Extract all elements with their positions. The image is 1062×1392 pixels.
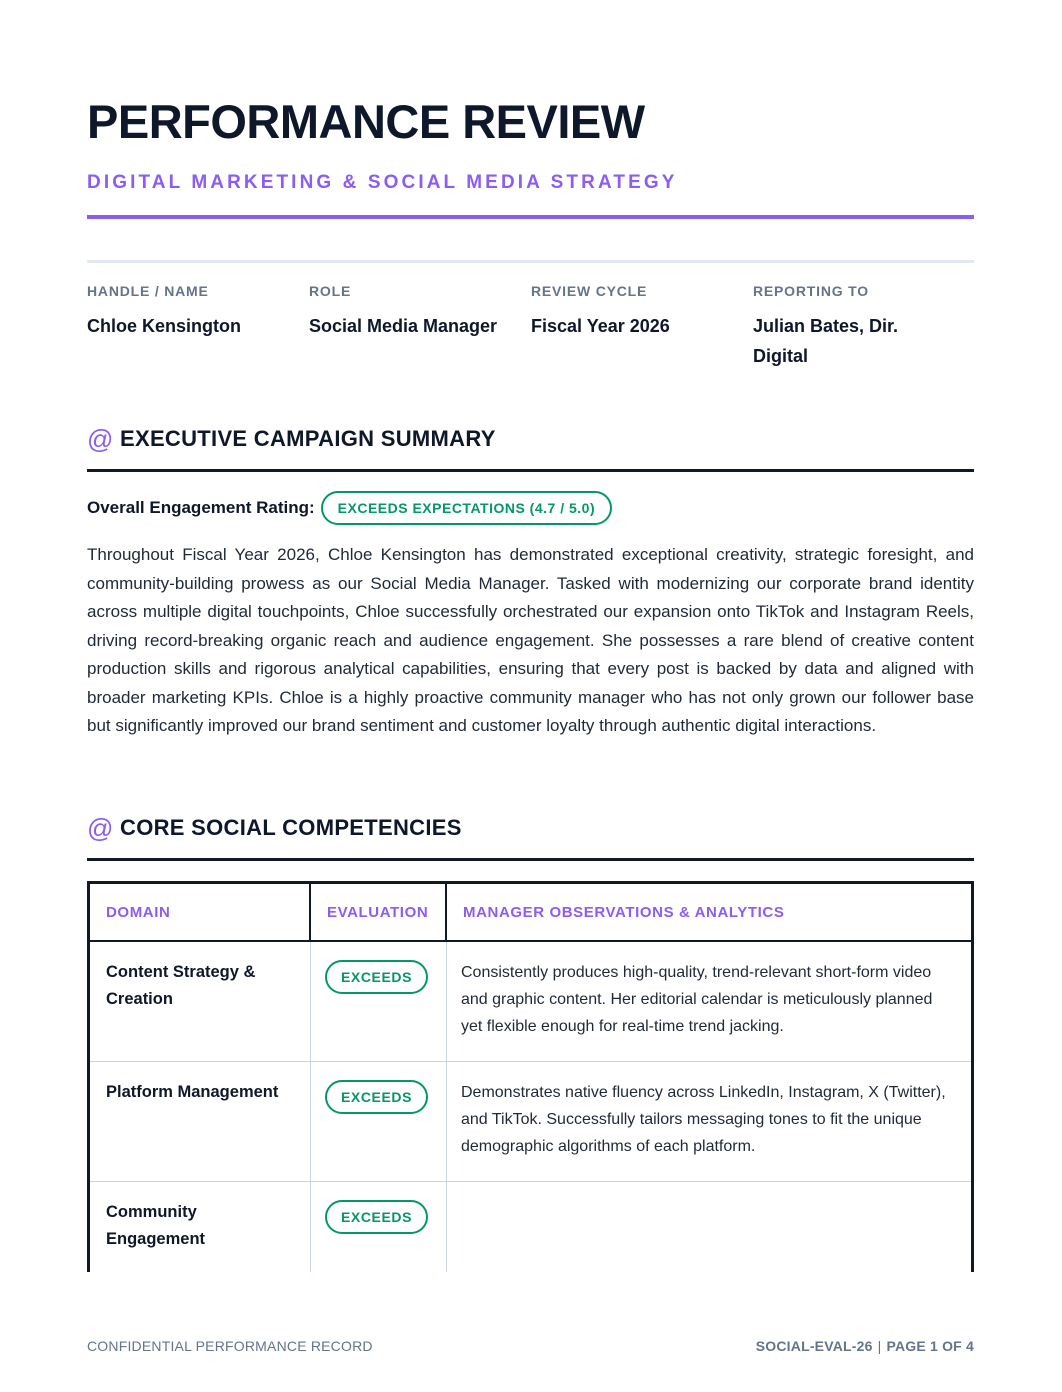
domain-cell: Platform Management bbox=[106, 1083, 279, 1101]
column-header-domain: DOMAIN bbox=[106, 903, 171, 921]
section-heading: CORE SOCIAL COMPETENCIES bbox=[120, 815, 462, 840]
meta-value: Julian Bates, Dir. Digital bbox=[753, 316, 899, 366]
section-core-competencies bbox=[87, 813, 974, 861]
meta-value: Fiscal Year 2026 bbox=[531, 316, 670, 336]
table-row bbox=[90, 1182, 971, 1272]
meta-review-cycle bbox=[531, 282, 746, 341]
meta-value: Chloe Kensington bbox=[87, 316, 241, 336]
footer-page-info bbox=[756, 1338, 974, 1354]
rating-badge: EXCEEDS EXPECTATIONS (4.7 / 5.0) bbox=[321, 491, 612, 525]
meta-label: REVIEW CYCLE bbox=[531, 283, 648, 299]
column-divider bbox=[446, 1182, 447, 1272]
footer-doc-id: SOCIAL-EVAL-26 bbox=[755, 1338, 873, 1354]
observation-cell: Consistently produces high-quality, trend-relevant short-form video and graphic content. Her editorial calendar is meticulously planned yet flexible enough for real-time trend jacking. bbox=[461, 964, 933, 1035]
column-divider bbox=[310, 1062, 311, 1181]
footer-separator: | bbox=[877, 1338, 882, 1354]
title-divider bbox=[87, 215, 974, 219]
column-header-observations: MANAGER OBSERVATIONS & ANALYTICS bbox=[463, 903, 785, 921]
meta-value: Social Media Manager bbox=[309, 316, 498, 336]
table-header bbox=[90, 884, 971, 942]
section-heading: EXECUTIVE CAMPAIGN SUMMARY bbox=[120, 426, 496, 451]
at-sign-icon: @ bbox=[87, 813, 114, 843]
footer-page-number: PAGE 1 OF 4 bbox=[886, 1338, 974, 1354]
column-divider bbox=[445, 884, 447, 940]
meta-label: REPORTING TO bbox=[753, 283, 869, 299]
domain-cell: Community Engagement bbox=[106, 1203, 206, 1248]
evaluation-badge: EXCEEDS bbox=[325, 1200, 428, 1234]
meta-reporting-to bbox=[753, 282, 953, 371]
column-divider bbox=[446, 1062, 447, 1181]
summary-paragraph: Throughout Fiscal Year 2026, Chloe Kensington has demonstrated exceptional creativity, strategic foresight, and community-building prowess as our Social Media Manager. Tasked with modernizing our corporate brand identity across multiple digital touchpoints, Chloe successfully orchestrated our expansion onto TikTok and Instagram Reels, driving record-breaking organic reach and audience engagement. She possesses a rare blend of creative content production skills and rigorous analytical capabilities, ensuring that every post is backed by data and aligned with broader marketing KPIs. Chloe is a highly proactive community manager who has not only grown our follower base but significantly improved our brand sentiment and customer loyalty through authentic digital interactions. bbox=[87, 545, 974, 735]
evaluation-badge: EXCEEDS bbox=[325, 960, 428, 994]
meta-label: ROLE bbox=[309, 283, 352, 299]
table-row bbox=[90, 942, 971, 1062]
column-divider bbox=[309, 884, 311, 940]
evaluation-badge: EXCEEDS bbox=[325, 1080, 428, 1114]
column-divider bbox=[310, 942, 311, 1061]
meta-divider bbox=[87, 260, 974, 263]
meta-label: HANDLE / NAME bbox=[87, 283, 209, 299]
table-row bbox=[90, 1062, 971, 1182]
rating-label: Overall Engagement Rating: bbox=[87, 498, 315, 517]
competencies-table bbox=[87, 881, 974, 1272]
at-sign-icon: @ bbox=[87, 424, 114, 454]
page-title: PERFORMANCE REVIEW bbox=[87, 95, 645, 148]
column-header-evaluation: EVALUATION bbox=[327, 903, 429, 921]
meta-handle-name bbox=[87, 282, 302, 341]
column-divider bbox=[310, 1182, 311, 1272]
meta-role bbox=[309, 282, 524, 341]
domain-cell: Content Strategy & Creation bbox=[106, 963, 256, 1008]
footer-confidential: CONFIDENTIAL PERFORMANCE RECORD bbox=[87, 1338, 373, 1354]
page-subtitle: DIGITAL MARKETING & SOCIAL MEDIA STRATEGY bbox=[87, 172, 678, 193]
column-divider bbox=[446, 942, 447, 1061]
observation-cell: Demonstrates native fluency across LinkedIn, Instagram, X (Twitter), and TikTok. Successfully tailors messaging tones to fit the unique demographic algorithms of each platform. bbox=[461, 1084, 946, 1155]
section-executive-summary bbox=[87, 424, 974, 472]
overall-rating bbox=[87, 491, 612, 525]
